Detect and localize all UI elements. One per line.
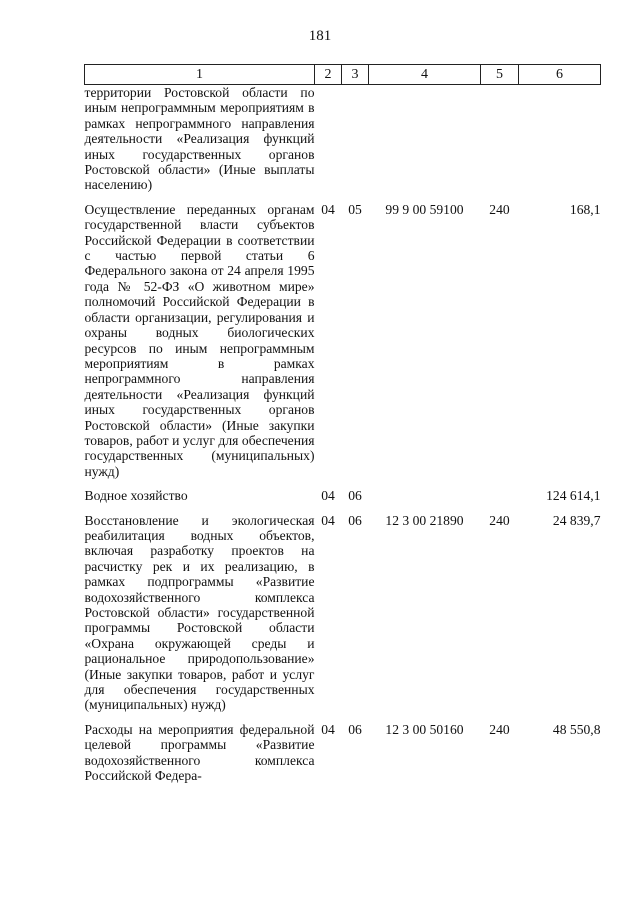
- table-row: [85, 513, 601, 722]
- row-target-article: 12 3 00 21890: [385, 512, 464, 528]
- row-expense-type: 240: [489, 201, 510, 217]
- row-subsection-code: 05: [348, 201, 362, 217]
- row-expense-type: 240: [489, 512, 510, 528]
- row-description: территории Ростовской области по иным непрограммным мероприятиям в рамках непрограммного направления деятельности «Реализация функций иных государственных органов Ростовской области» (Иные выплаты населению): [84, 85, 315, 193]
- row-description: Расходы на мероприятия федеральной целевой программы «Развитие водохозяйственного комплекса Российской Федера-: [84, 721, 315, 784]
- row-target-article: [369, 85, 481, 202]
- header-col-2: 2: [315, 65, 342, 85]
- row-expense-type: 240: [489, 721, 510, 737]
- row-subsection-code: [342, 85, 369, 202]
- row-expense-type: [481, 85, 519, 202]
- table-row: [85, 722, 601, 793]
- table-row: [85, 488, 601, 512]
- row-description: Осуществление переданных органам государственной власти субъектов Российской Федерации в соответствии с частью первой статьи 6 Федерального закона от 24 апреля 1995 года № 52-ФЗ «О животном мире» полномочий Российской Федерации в области организации, регулирования и охраны водных биологических ресурсов по иным непрограммным мероприятиям в рамках непрограммного направления деятельности «Реализация функций иных государственных органов Ростовской области» (Иные закупки товаров, работ и услуг для обеспечения государственных (муниципальных) нужд): [84, 201, 315, 479]
- row-description: Восстановление и экологическая реабилитация водных объектов, включая разработку проектов на расчистку рек и их реализацию, в рамках подпрограммы «Развитие водохозяйственного комплекса Ростовской области» государственной программы Ростовской области «Охрана окружающей среды и рациональное природопользование» (Иные закупки товаров, работ и услуг для обеспечения государственных (муниципальных) нужд): [84, 512, 315, 713]
- row-subsection-code: 06: [348, 512, 362, 528]
- table-row: [85, 202, 601, 488]
- table-header-row: [85, 65, 601, 85]
- row-description: Водное хозяйство: [84, 488, 188, 504]
- row-section-code: 04: [321, 488, 335, 504]
- header-col-5: 5: [481, 65, 519, 85]
- row-amount: 48 550,8: [552, 721, 601, 737]
- row-section-code: 04: [321, 721, 335, 737]
- row-expense-type: [481, 488, 519, 512]
- row-target-article: 12 3 00 50160: [385, 721, 464, 737]
- budget-table: [84, 64, 601, 792]
- row-target-article: 99 9 00 59100: [385, 201, 464, 217]
- table-row: [85, 85, 601, 202]
- row-subsection-code: 06: [348, 721, 362, 737]
- row-amount: 24 839,7: [552, 512, 601, 528]
- header-col-3: 3: [342, 65, 369, 85]
- header-col-6: 6: [519, 65, 601, 85]
- header-col-1: 1: [85, 65, 315, 85]
- row-amount: 168,1: [569, 201, 601, 217]
- page-number: 181: [308, 28, 332, 44]
- row-amount: 124 614,1: [546, 488, 601, 504]
- row-target-article: [369, 488, 481, 512]
- row-section-code: [315, 85, 342, 202]
- row-section-code: 04: [321, 512, 335, 528]
- header-col-4: 4: [369, 65, 481, 85]
- row-subsection-code: 06: [348, 488, 362, 504]
- row-amount: [519, 85, 601, 202]
- row-section-code: 04: [321, 201, 335, 217]
